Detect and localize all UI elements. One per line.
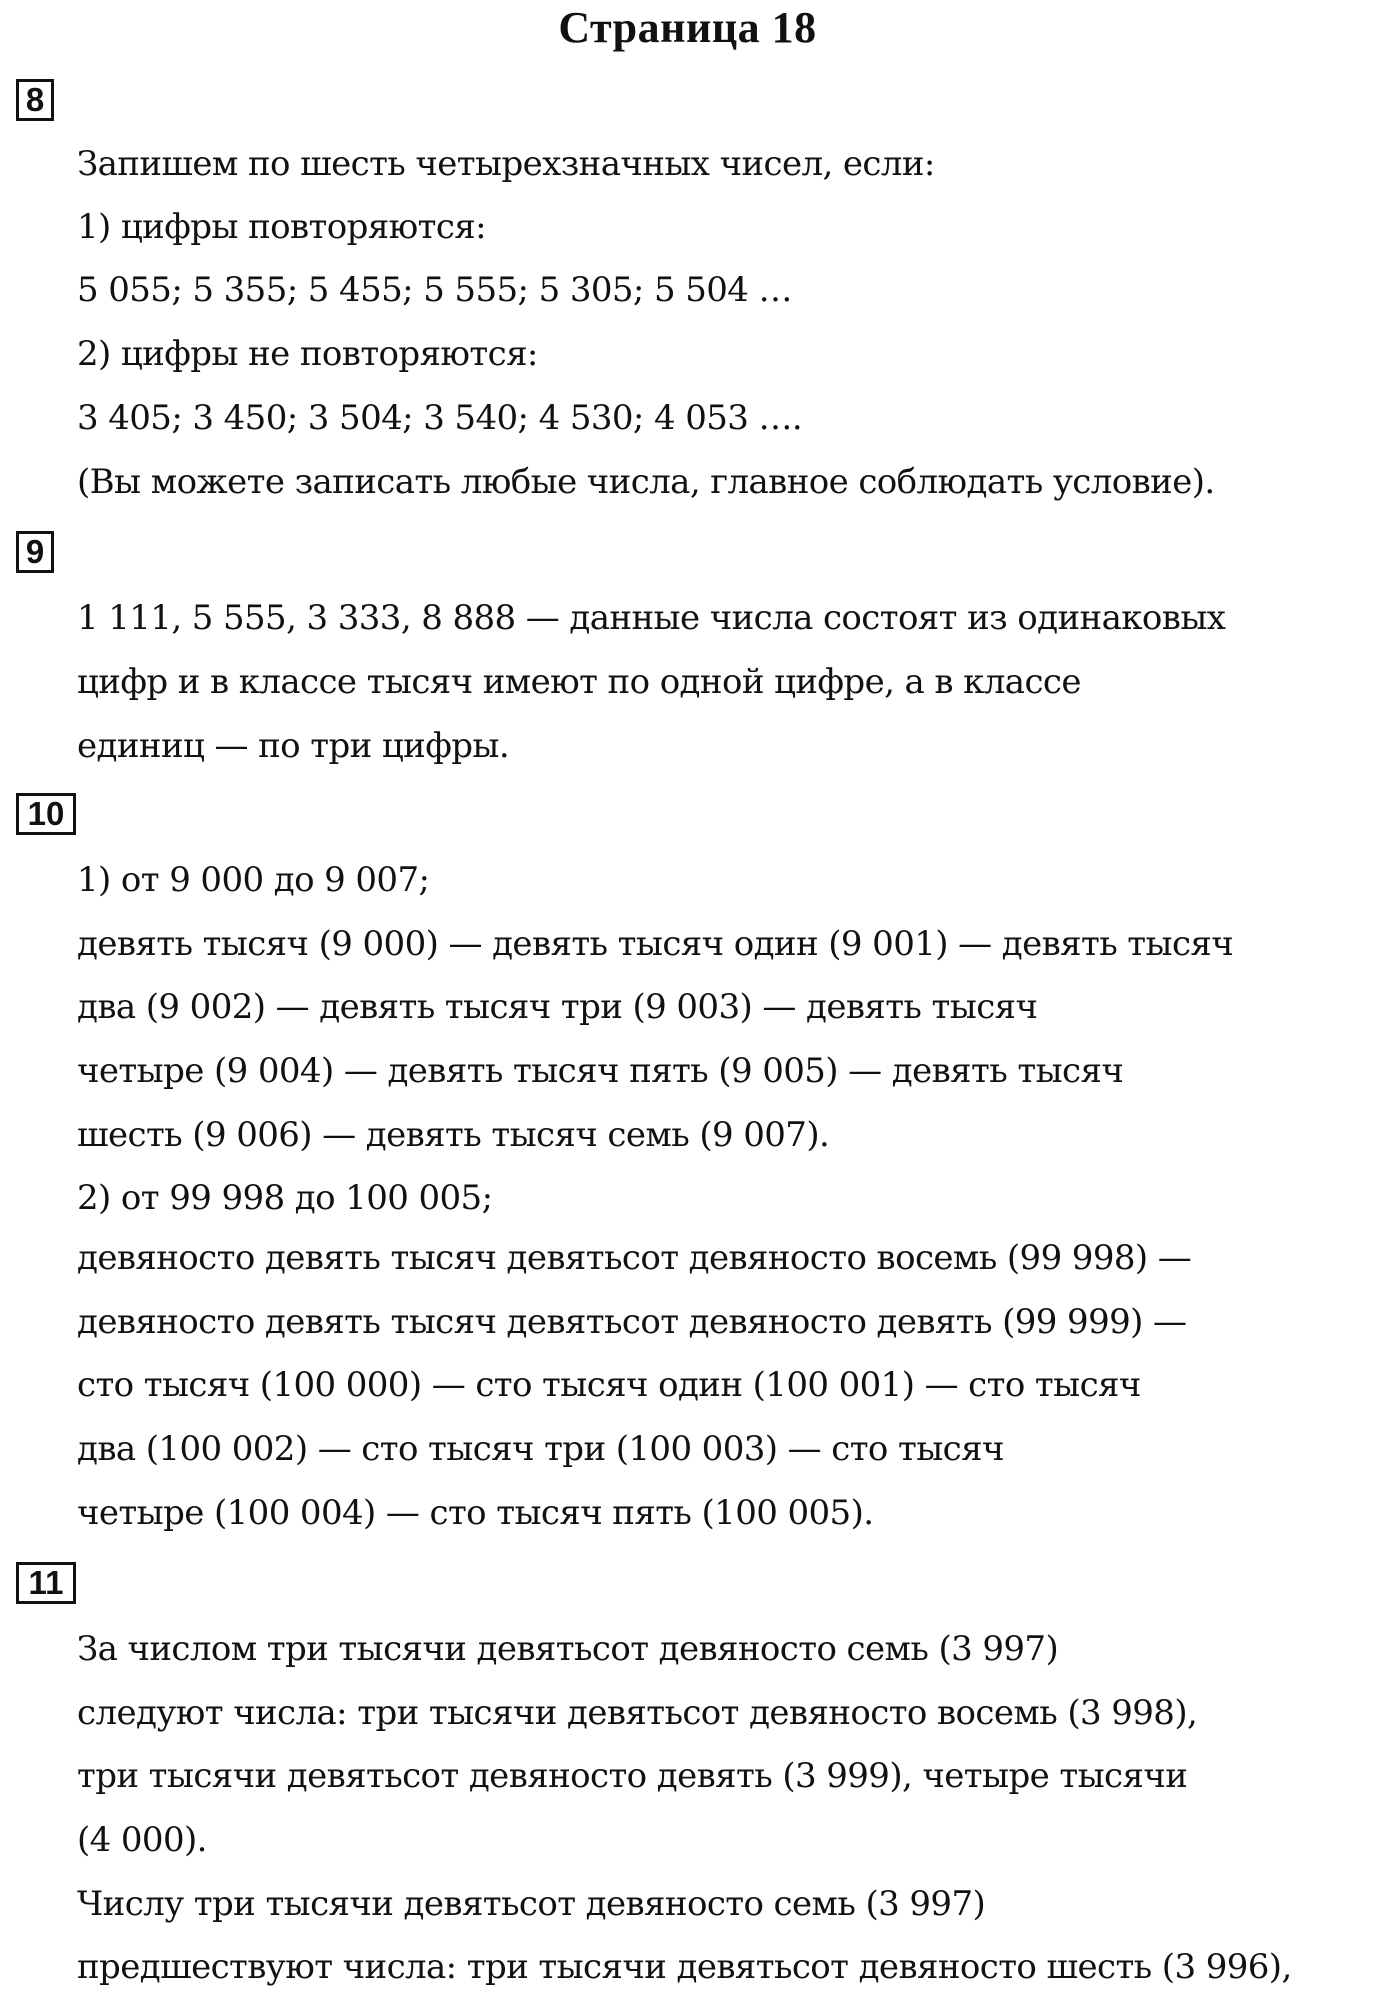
task-10-line-4: четыре (9 004) — девять тысяч пять (9 005) — девять тысяч [77,1051,1124,1091]
task-8-line-2: 1) цифры повторяются: [77,207,486,247]
task-8-line-1: Запишем по шесть четырехзначных чисел, если: [77,144,935,184]
task-10-line-6: 2) от 99 998 до 100 005; [77,1178,493,1218]
task-11-line-2: следуют числа: три тысячи девятьсот девяносто восемь (3 998), [77,1693,1198,1733]
task-10-line-10: два (100 002) — сто тысяч три (100 003) — сто тысяч [77,1429,1004,1469]
task-8-line-4: 2) цифры не повторяются: [77,334,538,374]
task-10-line-2: девять тысяч (9 000) — девять тысяч один (9 001) — девять тысяч [77,924,1234,964]
task-11-line-1: За числом три тысячи девятьсот девяносто семь (3 997) [77,1629,1059,1669]
task-9-line-2: цифр и в классе тысяч имеют по одной цифре, а в классе [77,662,1081,702]
task-10-line-7: девяносто девять тысяч девятьсот девяносто восемь (99 998) — [77,1238,1192,1278]
task-number-11: 11 [16,1562,76,1604]
task-11-line-6: предшествуют числа: три тысячи девятьсот девяносто шесть (3 996), [77,1947,1292,1987]
page-title: Страница 18 [558,3,817,52]
task-10-line-9: сто тысяч (100 000) — сто тысяч один (100 001) — сто тысяч [77,1365,1141,1405]
task-9-line-3: единиц — по три цифры. [77,726,510,766]
task-10-line-3: два (9 002) — девять тысяч три (9 003) — девять тысяч [77,987,1038,1027]
task-number-9: 9 [16,531,54,573]
task-number-8: 8 [16,79,54,121]
task-number-10: 10 [16,793,76,835]
task-10-line-8: девяносто девять тысяч девятьсот девяносто девять (99 999) — [77,1302,1187,1342]
task-8-line-6: (Вы можете записать любые числа, главное соблюдать условие). [77,462,1215,502]
task-8-line-3: 5 055; 5 355; 5 455; 5 555; 5 305; 5 504 … [77,270,792,310]
task-8-line-5: 3 405; 3 450; 3 504; 3 540; 4 530; 4 053 …. [77,398,803,438]
task-10-line-11: четыре (100 004) — сто тысяч пять (100 005). [77,1493,874,1533]
task-11-line-5: Числу три тысячи девятьсот девяносто семь (3 997) [77,1884,986,1924]
task-10-line-5: шесть (9 006) — девять тысяч семь (9 007). [77,1115,830,1155]
task-11-line-4: (4 000). [77,1820,207,1860]
task-10-line-1: 1) от 9 000 до 9 007; [77,860,430,900]
task-9-line-1: 1 111, 5 555, 3 333, 8 888 — данные числа состоят из одинаковых [77,598,1226,638]
task-11-line-3: три тысячи девятьсот девяносто девять (3 999), четыре тысячи [77,1756,1188,1796]
